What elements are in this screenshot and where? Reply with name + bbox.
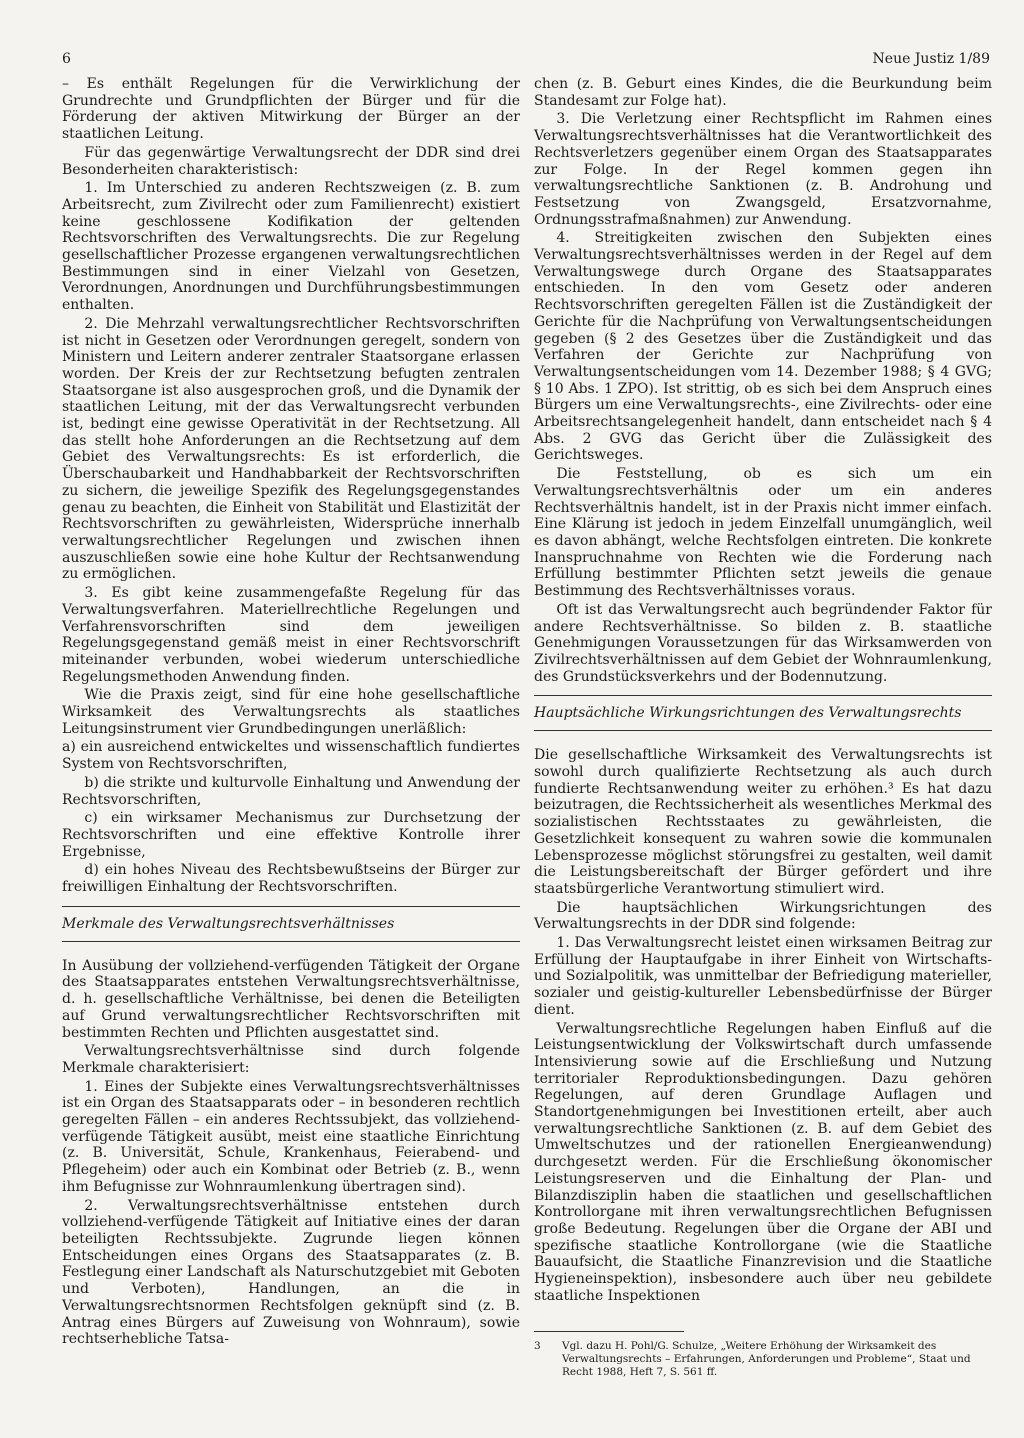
footnote-number: 3	[534, 1339, 541, 1352]
paragraph: 4. Streitigkeiten zwischen den Subjekten eines Verwaltungsrechtsverhältnisses werden in der Regel auf dem Verwaltungswege durch Organe des Staatsapparates entschieden. In den vom Gesetz oder anderen Rechtsvorschriften geregelten Fällen ist die Zuständigkeit der Gerichte für die Nachprüfung von Verwaltungsentscheidungen gegeben (§ 2 des Gesetzes über die Zuständigkeit und das Verfahren der Gerichte zur Nachprüfung von Verwaltungsentscheidungen vom 14. Dezember 1988; § 4 GVG; § 10 Abs. 1 ZPO). Ist strittig, ob es sich bei dem Anspruch eines Bürgers um eine Verwaltungsrechts-, eine Zivilrechts- oder eine Arbeitsrechtsangelegenheit handelt, dann entscheidet nach § 4 Abs. 2 GVG das Gericht über die Zulässigkeit des Gerichtsweges.	[534, 230, 992, 464]
paragraph: Für das gegenwärtige Verwaltungsrecht der DDR sind drei Besonderheiten charakteristisch:	[62, 144, 520, 178]
footnote-text: Vgl. dazu H. Pohl/G. Schulze, „Weitere Erhöhung der Wirksamkeit des Verwaltungsrechts – Erfahrungen, Anforderungen und Probleme“, Staat und Recht 1988, Heft 7, S. 561 ff.	[562, 1339, 971, 1378]
footnote-rule	[534, 1331, 684, 1332]
paragraph: 1. Im Unterschied zu anderen Rechtszweigen (z. B. zum Arbeitsrecht, zum Zivilrecht oder zum Familienrecht) existiert keine geschlossene Kodifikation der geltenden Rechtsvorschriften des Verwaltungsrechts. Die zur Regelung gesellschaftlicher Prozesse ergangenen verwaltungsrechtlichen Bestimmungen sind in einer Vielzahl von Gesetzen, Verordnungen, Anordnungen und Durchführungsbestimmungen enthalten.	[62, 180, 520, 314]
section-heading-wirkungsrichtungen: Hauptsächliche Wirkungsrichtungen des Verwaltungsrechts	[534, 695, 992, 731]
paragraph: c) ein wirksamer Mechanismus zur Durchsetzung der Rechtsvorschriften und eine effektive Kontrolle ihrer Ergebnisse,	[62, 810, 520, 860]
paragraph: 1. Das Verwaltungsrecht leistet einen wirksamen Beitrag zur Erfüllung der Hauptaufgabe in ihrer Einheit von Wirtschafts- und Sozialpolitik, was unmittelbar der Befriedigung materieller, sozialer und geistig-kultureller Lebensbedürfnisse der Bürger dient.	[534, 935, 992, 1018]
paragraph: 3. Es gibt keine zusammengefaßte Regelung für das Verwaltungsverfahren. Materiellrechtliche Regelungen und Verfahrensvorschriften sind dem jeweiligen Regelungsgegenstand gemäß meist in einer Rechtsvorschrift miteinander verbunden, wobei wiederum unterschiedliche Regelungsmethoden Anwendung finden.	[62, 585, 520, 685]
left-body-1	[62, 76, 520, 896]
paragraph: 2. Die Mehrzahl verwaltungsrechtlicher Rechtsvorschriften ist nicht in Gesetzen oder Verordnungen geregelt, sondern von Ministern und Leitern anderer zentraler Staatsorgane erlassen worden. Der Kreis der zur Rechtsetzung befugten zentralen Staatsorgane ist also ausgesprochen groß, und die Dynamik der staatlichen Leitung, mit der das Verwaltungsrecht verbunden ist, bedingt eine gewisse Operativität in der Rechtsetzung. All das stellt hohe Anforderungen an die Rechtsetzung auf dem Gebiet des Verwaltungsrechts: Es ist erforderlich, die Überschaubarkeit und Handhabbarkeit der Rechtsvorschriften zu sichern, die jeweilige Spezifik des Regelungsgegenstandes genau zu beachten, die Einheit von Stabilität und Elastizität der Rechtsvorschriften zu gewährleisten, Widersprüche innerhalb verwaltungsrechtlicher Regelungen und zwischen ihnen auszuschließen sowie eine hohe Kultur der Rechtsanwendung zu ermöglichen.	[62, 315, 520, 583]
right-column	[534, 76, 992, 1379]
right-body-1	[534, 76, 992, 685]
page-header	[62, 48, 990, 70]
section-heading-merkmale: Merkmale des Verwaltungsrechtsverhältnisses	[62, 906, 520, 942]
paragraph: Die hauptsächlichen Wirkungsrichtungen des Verwaltungsrechts in der DDR sind folgende:	[534, 899, 992, 933]
journal-issue: Neue Justiz 1/89	[872, 51, 990, 67]
paragraph: b) die strikte und kulturvolle Einhaltung und Anwendung der Rechtsvorschriften,	[62, 774, 520, 808]
paragraph: 3. Die Verletzung einer Rechtspflicht im Rahmen eines Verwaltungsrechtsverhältnisses hat die Verantwortlichkeit des Rechtsverletzers gegenüber einem Organ des Staatsapparates zur Folge. In der Regel kommen gegen ihn verwaltungsrechtliche Sanktionen (z. B. Androhung und Festsetzung von Zwangsgeld, Ersatzvornahme, Ordnungsstrafmaßnahmen) zur Anwendung.	[534, 111, 992, 228]
paragraph: 1. Eines der Subjekte eines Verwaltungsrechtsverhältnisses ist ein Organ des Staatsapparats oder – in besonderen rechtlich geregelten Fällen – ein anderes Rechtssubjekt, das vollziehend-verfügende Tätigkeit ausübt, meist eine staatliche Einrichtung (z. B. Universität, Schule, Krankenhaus, Feierabend- und Pflegeheim) oder auch ein Kombinat oder Betrieb (z. B., wenn ihm Befugnisse zur Wohnraumlenkung übertragen sind).	[62, 1078, 520, 1195]
left-body-2	[62, 958, 520, 1348]
paragraph: Wie die Praxis zeigt, sind für eine hohe gesellschaftliche Wirksamkeit des Verwaltungsrechts als staatliches Leitungsinstrument vier Grundbedingungen unerläßlich:	[62, 687, 520, 737]
left-column	[62, 76, 520, 1350]
paragraph: chen (z. B. Geburt eines Kindes, die die Beurkundung beim Standesamt zur Folge hat).	[534, 76, 992, 109]
paragraph: – Es enthält Regelungen für die Verwirklichung der Grundrechte und Grundpflichten der Bürger und für die Förderung der aktiven Mitwirkung der Bürger an der staatlichen Leitung.	[62, 76, 520, 143]
page-number: 6	[62, 51, 71, 67]
right-body-2	[534, 747, 992, 1304]
paragraph: Oft ist das Verwaltungsrecht auch begründender Faktor für andere Rechtsverhältnisse. So bilden z. B. staatliche Genehmigungen Voraussetzungen für das Wirksamwerden von Zivilrechtsverhältnissen auf dem Gebiet der Wohnraumlenkung, des Grundstücksverkehrs und der Bodennutzung.	[534, 601, 992, 685]
paragraph: Verwaltungsrechtsverhältnisse sind durch folgende Merkmale charakterisiert:	[62, 1043, 520, 1076]
paragraph: In Ausübung der vollziehend-verfügenden Tätigkeit der Organe des Staatsapparates entstehen Verwaltungsrechtsverhältnisse, d. h. gesellschaftliche Verhältnisse, bei denen die Beteiligten auf Grund verwaltungsrechtlicher Rechtsvorschriften mit bestimmten Rechten und Pflichten ausgestattet sind.	[62, 957, 520, 1041]
paragraph: d) ein hohes Niveau des Rechtsbewußtseins der Bürger zur freiwilligen Einhaltung der Rechtsvorschriften.	[62, 862, 520, 896]
paragraph: Die Feststellung, ob es sich um ein Verwaltungsrechtsverhältnis oder um ein anderes Rechtsverhältnis handelt, ist in der Praxis nicht immer einfach. Eine Klärung ist jedoch in jedem Einzelfall unumgänglich, weil es davon abhängt, welche Rechtsfolgen eintreten. Die konkrete Inanspruchnahme von Rechten wie die Forderung nach Erfüllung bestimmter Pflichten setzt jeweils die genaue Bestimmung des Rechtsverhältnisses voraus.	[534, 466, 992, 600]
paragraph: Die gesellschaftliche Wirksamkeit des Verwaltungsrechts ist sowohl durch qualifizierte Rechtsetzung als auch durch fundierte Rechtsanwendung weiter zu erhöhen.³ Es hat dazu beizutragen, die Rechtssicherheit als wesentliches Merkmal des sozialistischen Rechtsstaates zu gewährleisten, die Gesetzlichkeit konsequent zu wahren sowie die kommunalen Lebensprozesse möglichst störungsfrei zu gestalten, weil damit die Leistungsbereitschaft der Bürger gefördert und ihre staatsbürgerliche Verantwortung stimuliert wird.	[534, 747, 992, 897]
paragraph: a) ein ausreichend entwickeltes und wissenschaftlich fundiertes System von Rechtsvorschriften,	[62, 739, 520, 773]
paragraph: 2. Verwaltungsrechtsverhältnisse entstehen durch vollziehend-verfügende Tätigkeit auf Initiative eines der daran beteiligten Rechtssubjekte. Zugrunde liegen können Entscheidungen eines Organs des Staatsapparates (z. B. Festlegung einer Landschaft als Naturschutzgebiet mit Geboten und Verboten), Handlungen, an die in Verwaltungsrechtsnormen Rechtsfolgen geknüpft sind (z. B. Antrag eines Bürgers auf Zuweisung von Wohnraum), sowie rechtserhebliche Tatsa-	[62, 1197, 520, 1348]
paragraph: Verwaltungsrechtliche Regelungen haben Einfluß auf die Leistungsentwicklung der Volkswirtschaft durch umfassende Intensivierung sowie auf die Erschließung und Nutzung territorialer Reproduktionsbedingungen. Dazu gehören Regelungen, auf deren Grundlage Auflagen und Standortgenehmigungen bei Investitionen erteilt, aber auch verwaltungsrechtliche Sanktionen (z. B. auf dem Gebiet des Umweltschutzes und der rationellen Energieanwendung) durchgesetzt werden. Für die Erschließung ökonomischer Leistungsreserven und die Einhaltung der Plan- und Bilanzdisziplin haben die staatlichen und gesellschaftlichen Kontrollorgane mit ihren verwaltungsrechtlichen Befugnissen große Bedeutung. Regelungen über die Organe der ABI und spezifische staatliche Kontrollorgane (wie die Staatliche Bauaufsicht, die Staatliche Finanzrevision und die Staatliche Hygieneinspektion), insbesondere auch über neu gebildete staatliche Inspektionen	[534, 1020, 992, 1304]
footnote	[534, 1340, 992, 1379]
